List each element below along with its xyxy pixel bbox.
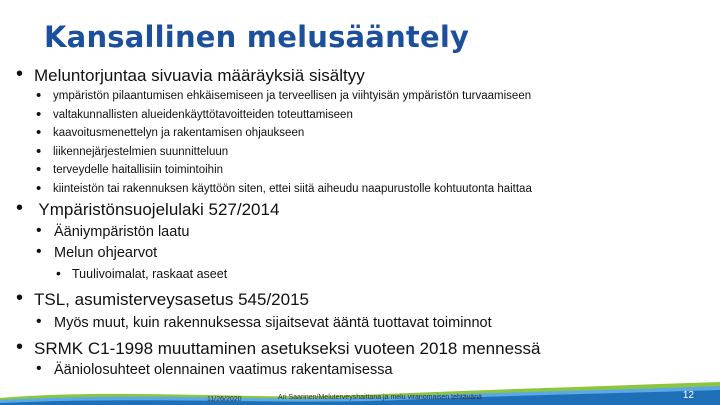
list-item-label: Tuulivoimalat, raskaat aseet xyxy=(72,267,228,281)
list-item-label: Ympäristönsuojelulaki 527/2014 xyxy=(34,200,280,219)
bullet-icon: • xyxy=(36,222,42,239)
bullet-icon: • xyxy=(36,87,42,104)
bullet-icon: • xyxy=(36,313,42,330)
list-item-label: terveydelle haitallisiin toimintoihin xyxy=(53,164,224,176)
list-item-label: TSL, asumisterveysasetus 545/2015 xyxy=(34,290,309,309)
list-item-label: Meluntorjuntaa sivuavia määräyksiä sisältyy xyxy=(34,66,365,85)
bullet-icon: • xyxy=(36,360,42,377)
list-item-label: Ääniolosuhteet olennainen vaatimus rakentamisessa xyxy=(54,362,393,378)
footer-author: Ari Saarinen/Meluterveyshaittana ja melu viranomaisen tehtävänä xyxy=(278,394,482,401)
list-item-label: SRMK C1-1998 muuttaminen asetukseksi vuoteen 2018 mennessä xyxy=(34,339,541,358)
bullet-icon: • xyxy=(36,106,42,123)
list-item-label: valtakunnallisten alueidenkäyttötavoitteiden toteuttamiseen xyxy=(53,109,353,121)
bullet-icon: • xyxy=(16,197,24,219)
list-item-label: kiinteistön tai rakennuksen käyttöön siten, ettei siitä aiheudu naapurustolle kohtuutonta haittaa xyxy=(53,183,532,195)
bullet-icon: • xyxy=(16,336,24,358)
list-item-label: kaavoitusmenettelyn ja rakentamisen ohjaukseen xyxy=(53,127,305,139)
bullet-icon: • xyxy=(36,143,42,160)
bullet-icon: • xyxy=(36,243,42,260)
list-item-label: ympäristön pilaantumisen ehkäisemiseen ja terveellisen ja viihtyisän ympäristön turvaamiseen xyxy=(53,90,532,102)
list-item-label: Myös muut, kuin rakennuksessa sijaitsevat ääntä tuottavat toiminnot xyxy=(54,315,492,331)
page-number: 12 xyxy=(682,390,694,401)
bullet-icon: • xyxy=(16,287,24,309)
list-item-label: Ääniympäristön laatu xyxy=(54,224,190,240)
list-item-label: liikennejärjestelmien suunnitteluun xyxy=(53,146,229,158)
bullet-icon: • xyxy=(16,63,24,85)
slide-title: Kansallinen melusääntely xyxy=(44,20,470,54)
bullet-icon: • xyxy=(36,180,42,197)
bullet-icon: • xyxy=(36,161,42,178)
footer-date: 11/26/2020 xyxy=(207,396,242,403)
list-item-label: Melun ohjearvot xyxy=(54,245,158,261)
bullet-icon: • xyxy=(56,265,61,281)
bullet-icon: • xyxy=(36,124,42,141)
